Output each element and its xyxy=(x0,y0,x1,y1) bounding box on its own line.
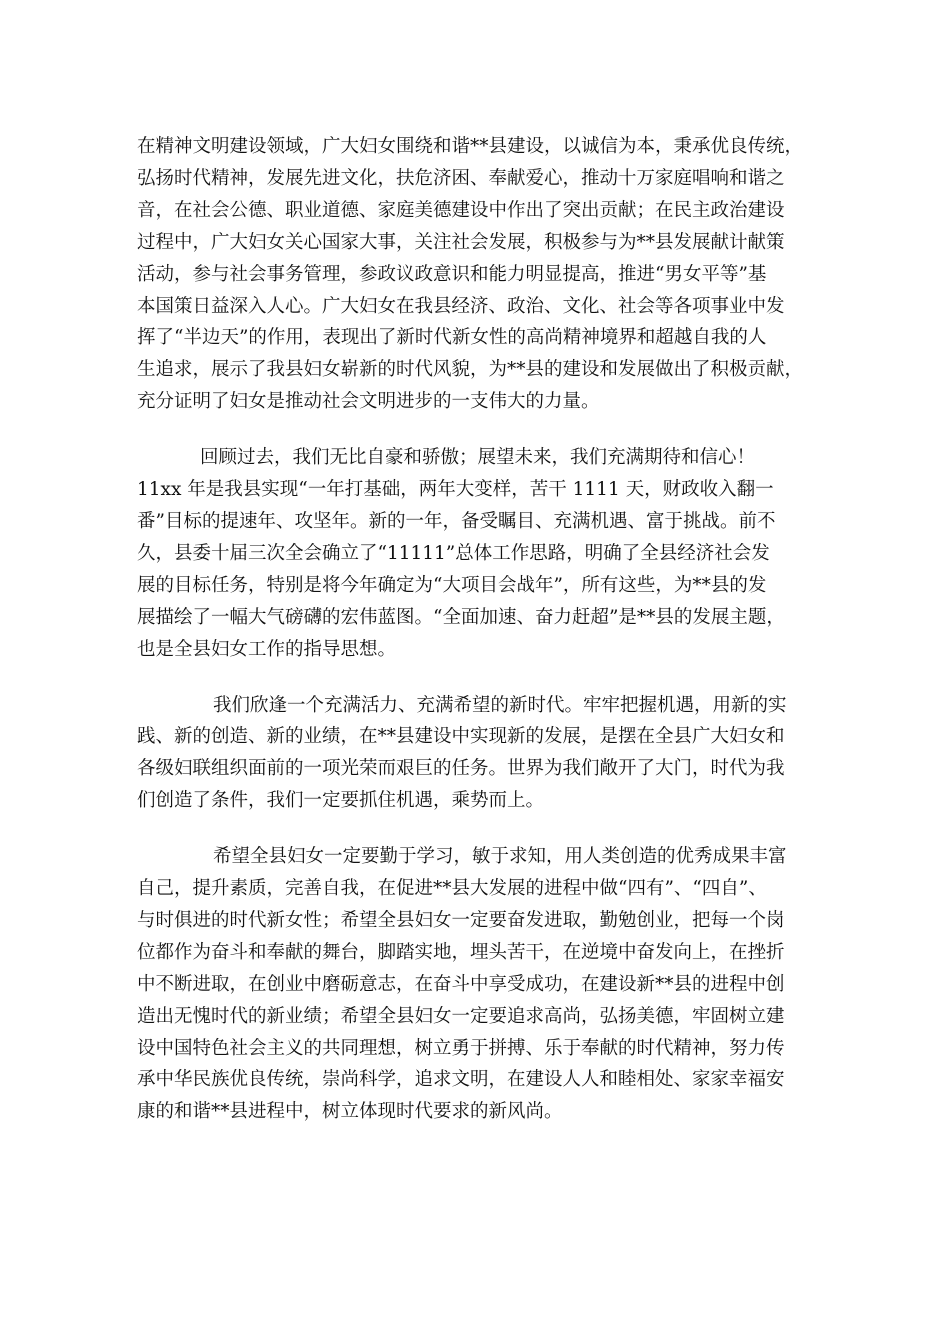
text-line: 我们欣逢一个充满活力、充满希望的新时代。牢牢把握机遇，用新的实 xyxy=(213,694,787,716)
paragraph-hopes xyxy=(137,841,817,1128)
document-body xyxy=(137,131,817,1152)
text-line: 位都作为奋斗和奉献的舞台，脚踏实地，埋头苦干，在逆境中奋发向上，在挫折 xyxy=(137,941,785,963)
text-line: 过程中，广大妇女关心国家大事，关注社会发展，积极参与为**县发展献计献策 xyxy=(137,231,785,253)
text-line: 中不断进取，在创业中磨砺意志，在奋斗中享受成功，在建设新**县的进程中创 xyxy=(137,973,785,995)
text-line: 与时俱进的时代新女性；希望全县妇女一定要奋发进取，勤勉创业，把每一个岗 xyxy=(137,909,785,931)
paragraph-review-outlook xyxy=(137,442,817,665)
text-line: 造出无愧时代的新业绩；希望全县妇女一定要追求高尚，弘扬美德，牢固树立建 xyxy=(137,1005,785,1027)
text-line: 回顾过去，我们无比自豪和骄傲；展望未来，我们充满期待和信心！ xyxy=(200,447,756,469)
text-line: 挥了“半边天”的作用，表现出了新时代新女性的高尚精神境界和超越自我的人 xyxy=(137,327,767,349)
text-line: 也是全县妇女工作的指导思想。 xyxy=(137,638,397,660)
text-line: 自己，提升素质，完善自我，在促进**县大发展的进程中做“四有”、“四自”、 xyxy=(137,878,767,900)
text-line: 设中国特色社会主义的共同理想，树立勇于拼搏、乐于奉献的时代精神，努力传 xyxy=(137,1037,785,1059)
text-line: 展的目标任务，特别是将今年确定为“大项目会战年”，所有这些，为**县的发 xyxy=(137,574,767,596)
text-line: 在精神文明建设领域，广大妇女围绕和谐**县建设，以诚信为本，秉承优良传统， xyxy=(137,136,804,157)
text-line: 们创造了条件，我们一定要抓住机遇，乘势而上。 xyxy=(137,790,545,812)
text-line: 11xx 年是我县实现“一年打基础，两年大变样，苦干 1111 天，财政收入翻一 xyxy=(137,479,774,501)
text-line: 番”目标的提速年、攻坚年。新的一年，备受瞩目、充满机遇、富于挑战。前不 xyxy=(137,510,776,532)
paragraph-new-era xyxy=(137,690,817,818)
text-line: 各级妇联组织面前的一项光荣而艰巨的任务。世界为我们敞开了大门，时代为我 xyxy=(137,758,785,780)
text-line: 音，在社会公德、职业道德、家庭美德建设中作出了突出贡献；在民主政治建设 xyxy=(137,199,785,221)
text-line: 展描绘了一幅大气磅礴的宏伟蓝图。“全面加速、奋力赶超”是**县的发展主题， xyxy=(137,606,785,628)
text-line: 承中华民族优良传统，崇尚科学，追求文明，在建设人人和睦相处、家家幸福安 xyxy=(137,1069,785,1091)
text-line: 希望全县妇女一定要勤于学习，敏于求知，用人类创造的优秀成果丰富 xyxy=(213,846,787,868)
text-line: 康的和谐**县进程中，树立体现时代要求的新风尚。 xyxy=(137,1101,563,1123)
text-line: 生追求，展示了我县妇女崭新的时代风貌，为**县的建设和发展做出了积极贡献， xyxy=(137,359,804,381)
paragraph-women-achievements xyxy=(137,131,817,418)
text-line: 久，县委十届三次全会确立了“11111”总体工作思路，明确了全县经济社会发 xyxy=(137,542,770,564)
text-line: 本国策日益深入人心。广大妇女在我县经济、政治、文化、社会等各项事业中发 xyxy=(137,295,785,317)
text-line: 充分证明了妇女是推动社会文明进步的一支伟大的力量。 xyxy=(137,391,600,413)
text-line: 弘扬时代精神，发展先进文化，扶危济困、奉献爱心，推动十万家庭唱响和谐之 xyxy=(137,167,785,189)
text-line: 活动，参与社会事务管理，参政议政意识和能力明显提高，推进“男女平等”基 xyxy=(137,263,767,285)
text-line: 践、新的创造、新的业绩，在**县建设中实现新的发展，是摆在全县广大妇女和 xyxy=(137,726,785,748)
